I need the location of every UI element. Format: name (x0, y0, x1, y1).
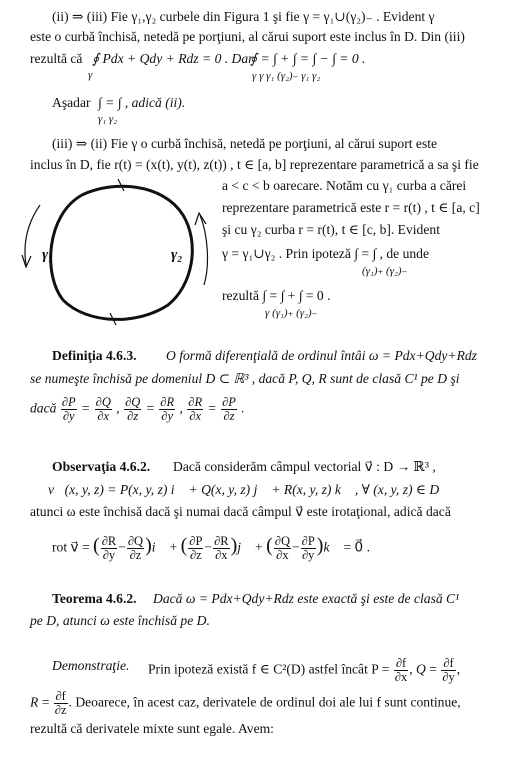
text-line: atunci ω este închisă dacă şi numai dacă câmpul v⃗ este irotaţional, adică dacă (30, 504, 451, 519)
proof-heading: Demonstraţie. (52, 658, 130, 673)
theorem-heading: Teorema 4.6.2. (52, 591, 137, 606)
text-line: dacă $\frac{\partial P}{\partial y}$ = $\frac{\partial Q}{\partial x}$ , $\frac{\partial Q}{\partial z}$ = $\frac{\partial R}{\partial y}$ , $\frac{\partial R}{\partial x}$ = $\frac{\partial P}{\partial z}$ . (30, 395, 245, 423)
text-line: a < c < b oarecare. Notăm cu γ₁ curba a cărei (222, 178, 467, 193)
fraction: $\frac{\partial f}{\partial y}$ (442, 656, 455, 684)
integral-subscript: γ (88, 69, 93, 81)
arrowhead-left (22, 255, 31, 267)
math-line: rot v⃗ = ( $\frac{\partial R}{\partial y}$ − $\frac{\partial Q}{\partial z}$ )i⃗ + ( $\frac{\partial P}{\partial z}$ − $\frac{\partial R}{\partial x}$ )j⃗ + ( $\frac{\partial Q}{\partial x}$ − $\frac{\partial P}{\partial y}$ )k⃗ = 0⃗ . (52, 534, 370, 562)
text-line: Dacă ω = Pdx+Qdy+Rdz este exactă şi este de clasă C¹ (153, 591, 460, 606)
text-line: este o curbă închisă, netedă pe porţiuni, al cărui suport este inclus în D. Din (iii) (30, 29, 465, 44)
text-line: rezultă că derivatele mixte sunt egale. Avem: (30, 721, 274, 736)
text-line: Aşadar (52, 95, 91, 110)
math-line: ∫ = ∫ , adică (ii). (98, 95, 186, 110)
text-line: (ii) ⇒ (iii) Fie γ₁,γ₂ curbele din Figura 1 şi fie γ = γ₁∪(γ₂)₋ . Evident γ (52, 9, 435, 24)
definition-heading: Definiţia 4.6.3. (52, 348, 137, 363)
math-line: ∮ Pdx + Qdy + Rdz = 0 . Dar (92, 51, 254, 66)
text-line: şi cu γ₂ curba r = r(t), t ∈ [c, b]. Evident (222, 222, 440, 237)
fraction: $\frac{\partial P}{\partial y}$ (61, 395, 76, 423)
dacă-label: dacă (30, 400, 57, 416)
integral-subscripts: γ (γ₁)₊ (γ₂)₋ (265, 307, 318, 319)
fraction: $\frac{\partial R}{\partial x}$ (188, 395, 203, 423)
integral-subscripts: γ γ γ₁ (γ₂)₋ γ₁ γ₂ (252, 70, 321, 82)
text-line: rezultă ∫ = ∫ + ∫ = 0 . (222, 288, 331, 303)
fraction: $\frac{\partial f}{\partial z}$ (54, 689, 67, 717)
gamma2-label: γ₂ (171, 247, 183, 263)
integral-subscripts: γ₁ γ₂ (98, 113, 118, 125)
rot-label: rot v⃗ = (52, 539, 90, 555)
integral-subscripts: (γ₁)₊ (γ₂)₋ (362, 265, 408, 277)
text-line: γ = γ₁∪γ₂ . Prin ipoteză ∫ = ∫ , de unde (222, 246, 430, 261)
fraction: $\frac{\partial Q}{\partial z}$ (125, 395, 141, 423)
math-line: v⃗(x, y, z) = P(x, y, z) i⃗ + Q(x, y, z) j⃗ + R(x, y, z) k⃗ , ∀ (x, y, z) ∈ D (48, 482, 440, 497)
text-line: Prin ipoteză există f ∈ C²(D) astfel încât P = $\frac{\partial f}{\partial x}$ , Q = $\frac{\partial f}{\partial y}$ , (148, 656, 461, 684)
text-line: reprezentare parametrică este r = r(t) , t ∈ [a, c] (222, 200, 480, 215)
math-line: ∮ = ∫ + ∫ = ∫ − ∫ = 0 . (250, 51, 366, 66)
gamma1-label: γ₁ (42, 247, 54, 263)
text-line: Dacă considerăm câmpul vectorial v⃗ : D → ℝ³ , (173, 459, 436, 474)
text-line: inclus în D, fie r(t) = (x(t), y(t), z(t)) , t ∈ [a, b] reprezentare parametrică a sa şi fie (30, 157, 479, 172)
arrowhead-right (195, 213, 206, 225)
arrow-left (25, 205, 40, 265)
observation-heading: Observaţia 4.6.2. (52, 459, 151, 474)
fraction: $\frac{\partial f}{\partial x}$ (394, 656, 408, 684)
text-line: R = $\frac{\partial f}{\partial z}$ . Deoarece, în acest caz, derivatele de ordinul doi ale lui f sunt continue, (30, 689, 461, 717)
fraction: $\frac{\partial R}{\partial y}$ (160, 395, 175, 423)
fraction: $\frac{\partial P}{\partial z}$ (222, 395, 236, 423)
arrow-right (200, 215, 207, 285)
text-line: se numeşte închisă pe domeniul D ⊂ ℝ³ , dacă P, Q, R sunt de clasă C¹ pe D şi (30, 371, 460, 386)
text-line: pe D, atunci ω este închisă pe D. (30, 613, 210, 628)
text-line: rezultă că (30, 51, 83, 66)
fraction: $\frac{\partial Q}{\partial x}$ (95, 395, 111, 423)
text-line: (iii) ⇒ (ii) Fie γ o curbă închisă, netedă pe porţiuni, al cărui suport este (52, 136, 438, 151)
text-line: O formă diferenţială de ordinul întâi ω = Pdx+Qdy+Rdz (166, 348, 477, 363)
